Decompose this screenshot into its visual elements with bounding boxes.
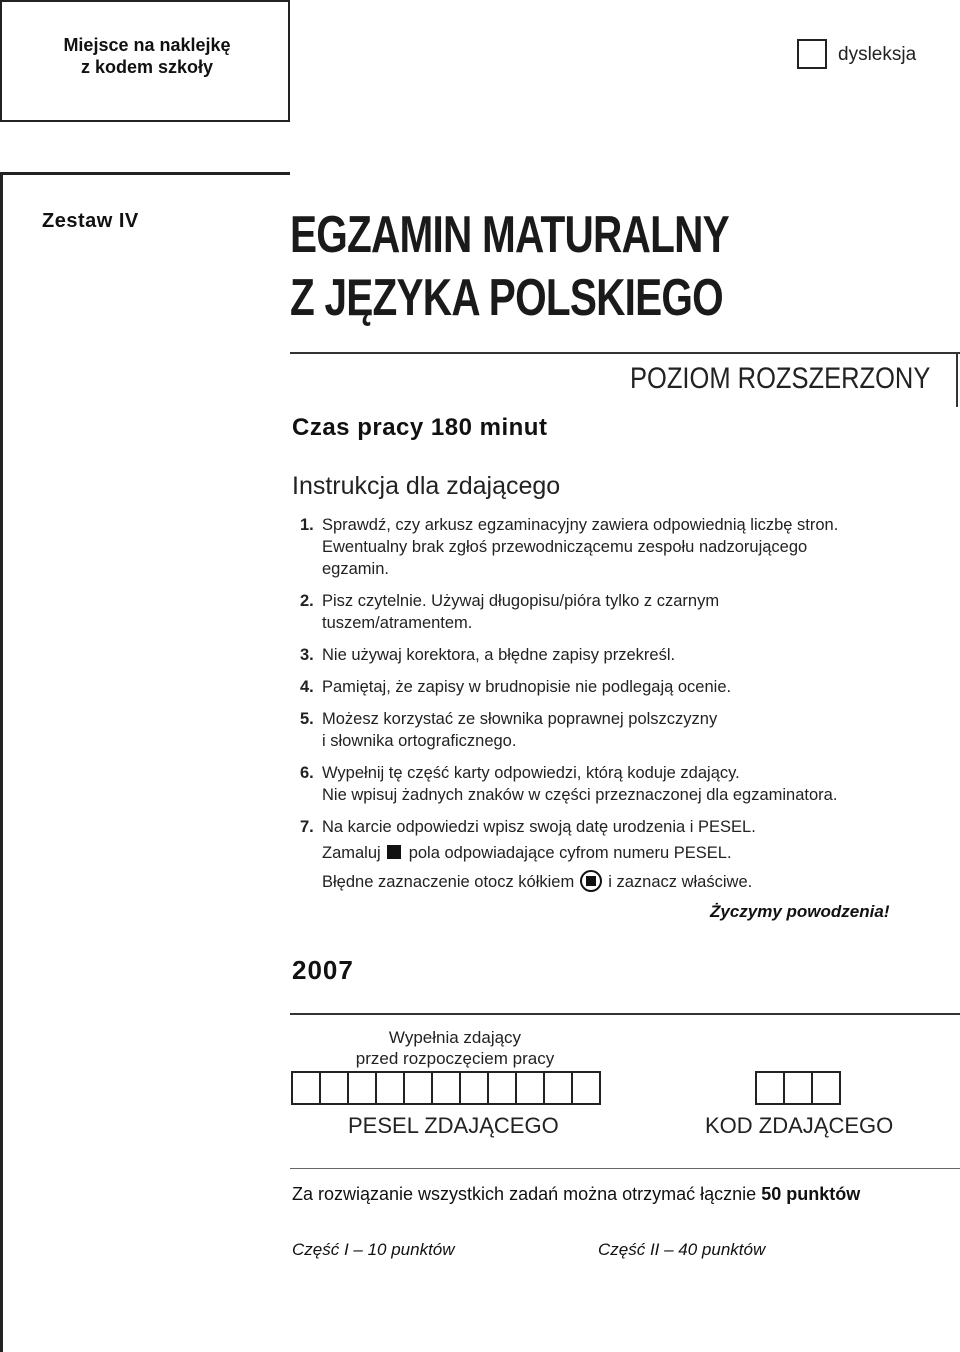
exam-title-line-1: EGZAMIN MATURALNY xyxy=(290,206,729,264)
dyslexia-checkbox[interactable] xyxy=(797,39,827,69)
sticker-line-2: z kodem szkoły xyxy=(80,57,214,77)
instruction-line: Pisz czytelnie. Używaj długopisu/pióra tylko z czarnym xyxy=(322,592,720,610)
instruction-number: 5. xyxy=(300,710,314,728)
instruction-text: pola odpowiadające cyfrom numeru PESEL. xyxy=(408,844,732,862)
instruction-text: i zaznacz właściwe. xyxy=(608,873,753,891)
good-luck-text: Życzymy powodzenia! xyxy=(710,902,890,921)
instruction-number: 6. xyxy=(300,764,314,782)
pesel-cell[interactable] xyxy=(291,1071,321,1105)
instruction-item xyxy=(300,676,940,698)
pesel-cell[interactable] xyxy=(487,1071,517,1105)
instruction-line xyxy=(322,870,940,893)
instruction-number: 3. xyxy=(300,646,314,664)
instruction-item xyxy=(300,816,940,893)
instruction-number: 7. xyxy=(300,818,314,836)
part-2-points: Część II – 40 punktów xyxy=(598,1240,766,1259)
school-sticker-label xyxy=(24,34,270,78)
instruction-line xyxy=(322,842,940,864)
divider-level-right xyxy=(956,352,958,407)
instruction-line: Wypełnij tę część karty odpowiedzi, którą koduje zdający. xyxy=(322,764,740,782)
pesel-cell[interactable] xyxy=(459,1071,489,1105)
instruction-text: Błędne zaznaczenie otocz kółkiem xyxy=(322,873,575,891)
instruction-text: Zamaluj xyxy=(322,844,381,862)
total-points-text: Za rozwiązanie wszystkich zadań można otrzymać łącznie xyxy=(292,1184,757,1204)
code-cell[interactable] xyxy=(783,1071,813,1105)
instruction-item xyxy=(300,708,940,752)
code-label: KOD ZDAJĄCEGO xyxy=(705,1113,894,1138)
divider-level xyxy=(290,352,960,354)
code-input-cells[interactable] xyxy=(755,1071,839,1105)
instruction-number: 4. xyxy=(300,678,314,696)
fill-note-line-1: Wypełnia zdający xyxy=(388,1028,522,1047)
instruction-line: i słownika ortograficznego. xyxy=(322,732,517,750)
frame-line-top xyxy=(0,172,290,175)
circled-square-icon xyxy=(580,870,602,892)
code-cell[interactable] xyxy=(811,1071,841,1105)
instruction-line: egzamin. xyxy=(322,560,389,578)
pesel-cell[interactable] xyxy=(403,1071,433,1105)
instruction-item xyxy=(300,590,940,634)
instruction-line: Sprawdź, czy arkusz egzaminacyjny zawiera odpowiednią liczbę stron. xyxy=(322,516,839,534)
divider-fill-section xyxy=(290,1013,960,1015)
exam-year: 2007 xyxy=(292,955,354,985)
filled-square-icon xyxy=(387,845,401,859)
frame-line-left xyxy=(0,172,3,1352)
instruction-line: Na karcie odpowiedzi wpisz swoją datę urodzenia i PESEL. xyxy=(322,818,756,836)
exam-title-line-2: Z JĘZYKA POLSKIEGO xyxy=(290,269,723,327)
instruction-item xyxy=(300,644,940,666)
pesel-cell[interactable] xyxy=(431,1071,461,1105)
instruction-line: Nie wpisuj żadnych znaków w części przeznaczonej dla egzaminatora. xyxy=(322,786,838,804)
instruction-item xyxy=(300,762,940,806)
instruction-number: 2. xyxy=(300,592,314,610)
total-points-value: 50 punktów xyxy=(761,1184,861,1204)
instruction-line: Nie używaj korektora, a błędne zapisy przekreśl. xyxy=(322,646,676,664)
pesel-label: PESEL ZDAJĄCEGO xyxy=(348,1113,559,1138)
instruction-item xyxy=(300,514,940,580)
part-1-points: Część I – 10 punktów xyxy=(292,1240,455,1259)
instruction-line: tuszem/atramentem. xyxy=(322,614,473,632)
instruction-line: Ewentualny brak zgłoś przewodniczącemu zespołu nadzorującego xyxy=(322,538,808,556)
pesel-cell[interactable] xyxy=(543,1071,573,1105)
sticker-line-1: Miejsce na naklejkę xyxy=(63,35,231,55)
pesel-cell[interactable] xyxy=(347,1071,377,1105)
exam-time: Czas pracy 180 minut xyxy=(292,414,548,441)
dyslexia-label: dysleksja xyxy=(838,44,917,65)
exam-level: POZIOM ROZSZERZONY xyxy=(630,362,931,395)
pesel-cell[interactable] xyxy=(571,1071,601,1105)
instruction-number: 1. xyxy=(300,516,314,534)
instruction-line: Możesz korzystać ze słownika poprawnej polszczyzny xyxy=(322,710,718,728)
fill-note-line-2: przed rozpoczęciem pracy xyxy=(355,1049,555,1068)
pesel-cell[interactable] xyxy=(319,1071,349,1105)
pesel-cell[interactable] xyxy=(375,1071,405,1105)
code-cell[interactable] xyxy=(755,1071,785,1105)
pesel-input-cells[interactable] xyxy=(291,1071,599,1105)
fill-note xyxy=(330,1027,580,1069)
set-label: Zestaw IV xyxy=(42,210,139,232)
instruction-line: Pamiętaj, że zapisy w brudnopisie nie podlegają ocenie. xyxy=(322,678,732,696)
instructions-heading: Instrukcja dla zdającego xyxy=(292,472,561,500)
instructions-list xyxy=(300,514,940,903)
divider-points xyxy=(290,1168,960,1169)
total-points-line xyxy=(292,1184,860,1205)
pesel-cell[interactable] xyxy=(515,1071,545,1105)
